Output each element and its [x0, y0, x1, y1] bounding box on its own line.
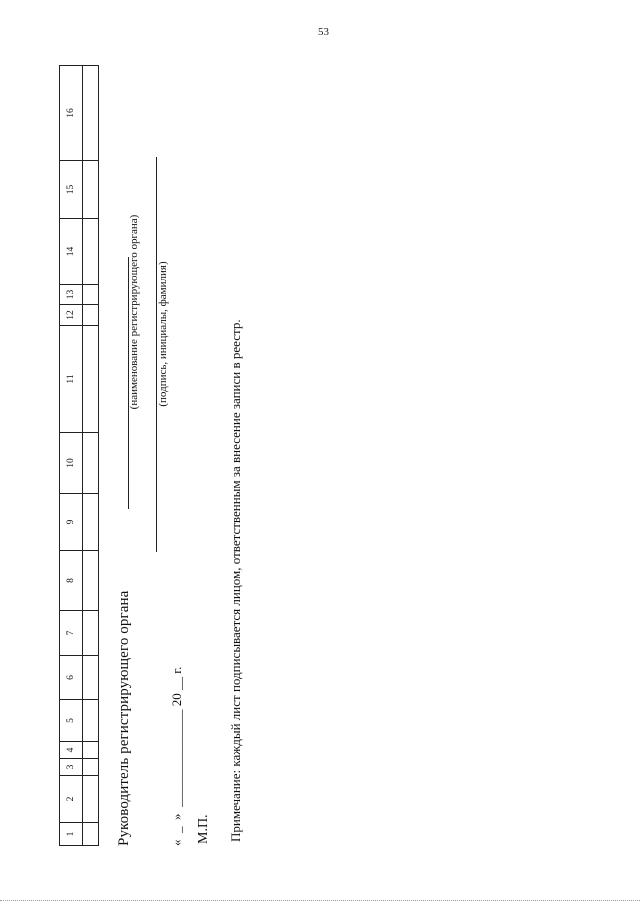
table-cell: [83, 433, 99, 494]
table-cell: [83, 305, 99, 326]
table-cell: [83, 776, 99, 823]
table-cell: [83, 611, 99, 656]
column-number: 7: [60, 611, 83, 656]
stamp-place: М.П.: [196, 814, 211, 844]
note: Примечание: каждый лист подписывается лицом, ответственным за внесение записи в реестр.: [228, 319, 243, 842]
column-number: 14: [60, 219, 83, 285]
table-cell: [83, 551, 99, 611]
column-number: 12: [60, 305, 83, 326]
table-cell: [83, 656, 99, 700]
column-number: 5: [60, 700, 83, 742]
table-header-row: [60, 66, 83, 846]
column-number: 8: [60, 551, 83, 611]
date-line: « _ » _______________ 20 __ г.: [169, 666, 184, 846]
rotated-form: [0, 32, 640, 882]
column-number: 6: [60, 656, 83, 700]
table-cell: [83, 285, 99, 305]
column-number: 3: [60, 759, 83, 776]
org-name-hint: (наименование регистрирующего органа): [128, 214, 140, 410]
table-cell: [83, 326, 99, 433]
column-number: 2: [60, 776, 83, 823]
column-number: 13: [60, 285, 83, 305]
table-cell: [83, 66, 99, 161]
column-number: 15: [60, 161, 83, 219]
table-cell: [83, 742, 99, 759]
table-cell: [83, 759, 99, 776]
signature-hint: (подпись, инициалы, фамилия): [157, 261, 169, 407]
column-number: 9: [60, 494, 83, 551]
head-title: Руководитель регистрирующего органа: [116, 590, 132, 846]
page-edge: [0, 900, 640, 905]
column-number: 4: [60, 742, 83, 759]
table-cell: [83, 494, 99, 551]
column-number: 11: [60, 326, 83, 433]
table-cell: [83, 161, 99, 219]
column-number: 10: [60, 433, 83, 494]
table-empty-row: [83, 66, 99, 846]
table-cell: [83, 823, 99, 846]
column-number: 16: [60, 66, 83, 161]
table-cell: [83, 219, 99, 285]
page-number: 53: [318, 26, 329, 38]
table-cell: [83, 700, 99, 742]
column-number: 1: [60, 823, 83, 846]
registry-table: [59, 65, 99, 846]
